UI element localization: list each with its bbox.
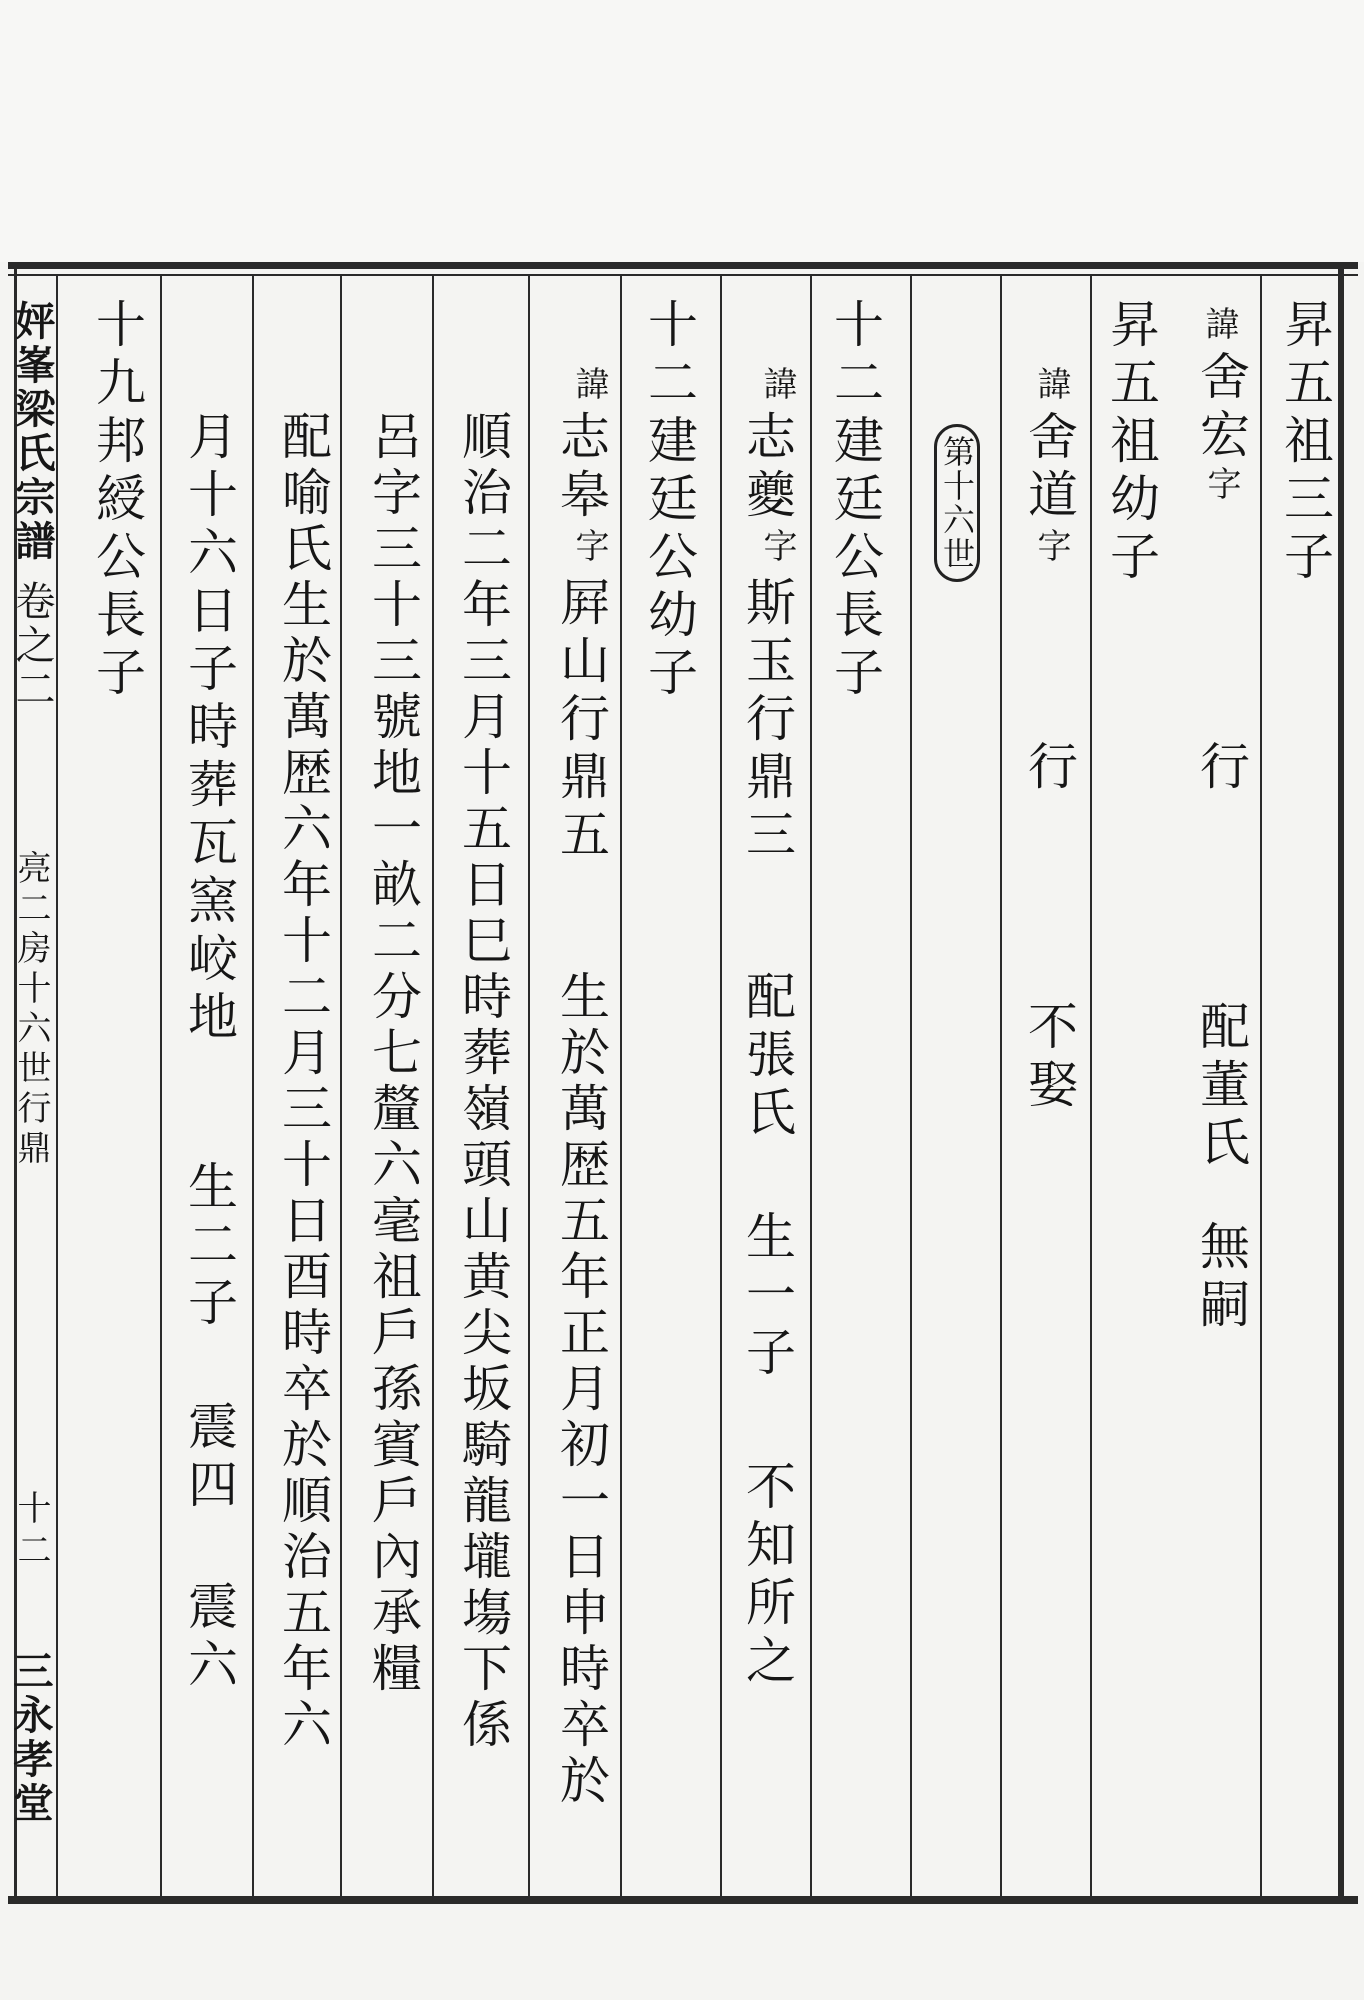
margin-volume: 卷之二 <box>9 580 55 712</box>
text-column-13: 十九邦綬公長子 <box>88 298 146 704</box>
marriage-note: 不娶 <box>1020 1000 1078 1116</box>
column-divider <box>56 276 58 1896</box>
column-divider <box>432 276 434 1896</box>
given-name: 志夔 <box>738 410 796 526</box>
whereabouts-note: 不知所之 <box>738 1460 796 1692</box>
given-name: 志皋 <box>552 410 610 526</box>
children-count: 生一子 <box>738 1210 796 1384</box>
style-name-marker: 字 <box>757 528 797 570</box>
column-divider <box>1260 276 1262 1896</box>
bottom-frame-line <box>8 1896 1358 1904</box>
margin-hall-name: 三永孝堂 <box>7 1650 54 1826</box>
style-and-rank: 屛山行鼎五 <box>552 576 610 866</box>
heir-note: 無嗣 <box>1192 1220 1250 1336</box>
text-column-1: 昇五祖三子 <box>1276 298 1334 588</box>
margin-section: 亮二房十六世行鼎 <box>11 850 51 1170</box>
text-column-5: 十二建廷公長子 <box>826 298 884 704</box>
given-name: 舍宏 <box>1192 350 1250 466</box>
taboo-name-marker: 諱 <box>1199 306 1239 348</box>
spouse-entry: 配董氏 <box>1192 1000 1250 1174</box>
taboo-name-marker: 諱 <box>569 366 609 408</box>
given-name: 舍道 <box>1020 410 1078 526</box>
right-frame-line <box>1338 268 1344 1900</box>
text-column-7: 十二建廷公幼子 <box>640 298 698 704</box>
column-divider <box>720 276 722 1896</box>
death-burial-record: 順治二年三月十五日巳時葬嶺頭山黄尖坂騎龍壠塲下係 <box>454 410 512 1754</box>
column-divider <box>340 276 342 1896</box>
generation-marker: 第十六世 <box>934 424 980 582</box>
child-name: 震四 <box>180 1400 238 1516</box>
style-name-marker: 字 <box>1201 466 1241 508</box>
spouse-entry: 配張氏 <box>738 970 796 1144</box>
spouse-record: 配喻氏生於萬歴六年十二月三十日酉時卒於順治五年六 <box>274 410 332 1754</box>
rank-label: 行 <box>1020 740 1078 798</box>
column-divider <box>1090 276 1092 1896</box>
taboo-name-marker: 諱 <box>1031 366 1071 408</box>
margin-title: 㛁峯梁氏宗譜 <box>9 300 56 564</box>
column-divider <box>160 276 162 1896</box>
text-column-3: 昇五祖幼子 <box>1102 298 1160 588</box>
column-divider <box>910 276 912 1896</box>
column-divider <box>620 276 622 1896</box>
style-name-marker: 字 <box>569 528 609 570</box>
burial-record: 月十六日子時葬瓦窯峧地 <box>180 410 238 1048</box>
column-divider <box>528 276 530 1896</box>
children-count: 生二子 <box>180 1160 238 1334</box>
rank-label: 行 <box>1192 740 1250 798</box>
column-divider <box>810 276 812 1896</box>
style-and-rank: 斯玉行鼎三 <box>738 576 796 866</box>
column-divider <box>252 276 254 1896</box>
top-frame-line <box>8 262 1358 269</box>
blank-top-margin <box>0 0 1364 262</box>
birth-death-record: 生於萬歴五年正月初一日申時卒於 <box>552 970 610 1810</box>
style-name-marker: 字 <box>1031 528 1071 570</box>
child-name: 震六 <box>180 1580 238 1696</box>
land-record: 呂字三十三號地一畝二分七釐六毫祖戶孫賓戶內承糧 <box>364 410 422 1698</box>
column-divider <box>1000 276 1002 1896</box>
margin-page-number: 十二 <box>11 1490 51 1574</box>
top-frame-inner-line <box>8 274 1358 276</box>
taboo-name-marker: 諱 <box>757 366 797 408</box>
